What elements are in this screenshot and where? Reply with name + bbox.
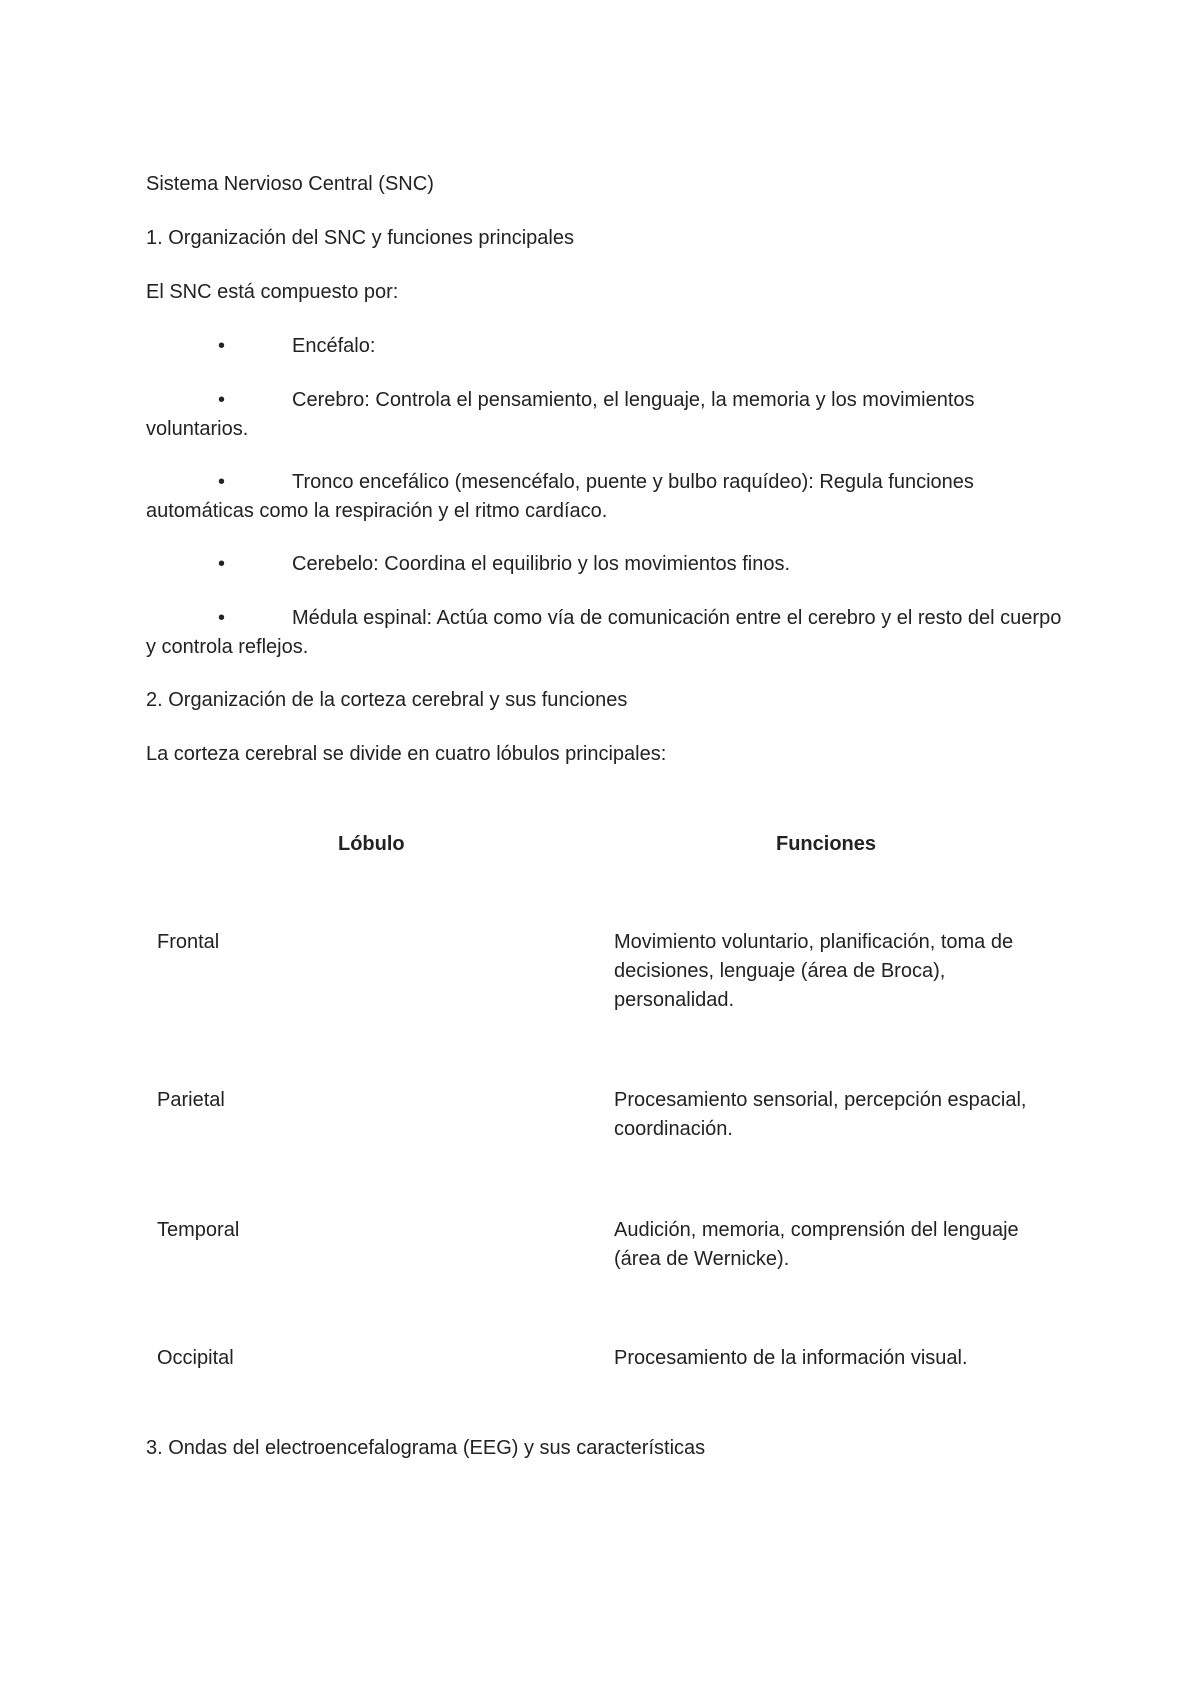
section3-heading: 3. Ondas del electroencefalograma (EEG) y sus características bbox=[146, 1437, 706, 1459]
table-cell-funciones: Procesamiento de la información visual. bbox=[614, 1347, 968, 1369]
section1-heading: 1. Organización del SNC y funciones principales bbox=[146, 227, 574, 249]
list-item-encefalo bbox=[146, 332, 1066, 361]
list-item-tronco bbox=[146, 468, 1066, 526]
bullet-marker: • bbox=[218, 335, 226, 357]
list-item-cerebro bbox=[146, 386, 1066, 444]
list-item-text: Cerebelo: Coordina el equilibrio y los movimientos finos. bbox=[292, 553, 791, 575]
list-item-text: Cerebro: Controla el pensamiento, el lenguaje, la memoria y los movimientos voluntarios. bbox=[146, 389, 975, 440]
bullet-marker: • bbox=[218, 607, 226, 629]
table-header-funciones: Funciones bbox=[776, 833, 877, 855]
list-item-cerebelo bbox=[146, 550, 1066, 579]
section2-heading: 2. Organización de la corteza cerebral y sus funciones bbox=[146, 689, 628, 711]
list-item-text: Tronco encefálico (mesencéfalo, puente y bulbo raquídeo): Regula funciones automáticas como la respiración y el ritmo cardíaco. bbox=[146, 471, 974, 522]
table-cell-funciones: Movimiento voluntario, planificación, toma de decisiones, lenguaje (área de Broca), personalidad. bbox=[614, 931, 1014, 1011]
table-cell-lobulo: Temporal bbox=[157, 1219, 240, 1241]
list-item-medula bbox=[146, 604, 1066, 662]
section1-intro: El SNC está compuesto por: bbox=[146, 281, 399, 303]
list-item-text: Médula espinal: Actúa como vía de comunicación entre el cerebro y el resto del cuerpo y controla reflejos. bbox=[146, 607, 1062, 658]
section2-intro: La corteza cerebral se divide en cuatro lóbulos principales: bbox=[146, 743, 667, 765]
table-cell-lobulo: Occipital bbox=[157, 1347, 234, 1369]
bullet-marker: • bbox=[218, 471, 226, 493]
bullet-marker: • bbox=[218, 389, 226, 411]
bullet-marker: • bbox=[218, 553, 226, 575]
table-cell-funciones: Audición, memoria, comprensión del lenguaje (área de Wernicke). bbox=[614, 1219, 1019, 1270]
table-cell-lobulo: Parietal bbox=[157, 1089, 225, 1111]
document-title: Sistema Nervioso Central (SNC) bbox=[146, 173, 434, 195]
list-item-text: Encéfalo: bbox=[292, 335, 376, 357]
table-header-lobulo: Lóbulo bbox=[338, 833, 405, 855]
table-cell-funciones: Procesamiento sensorial, percepción espacial, coordinación. bbox=[614, 1089, 1027, 1140]
table-cell-lobulo: Frontal bbox=[157, 931, 220, 953]
